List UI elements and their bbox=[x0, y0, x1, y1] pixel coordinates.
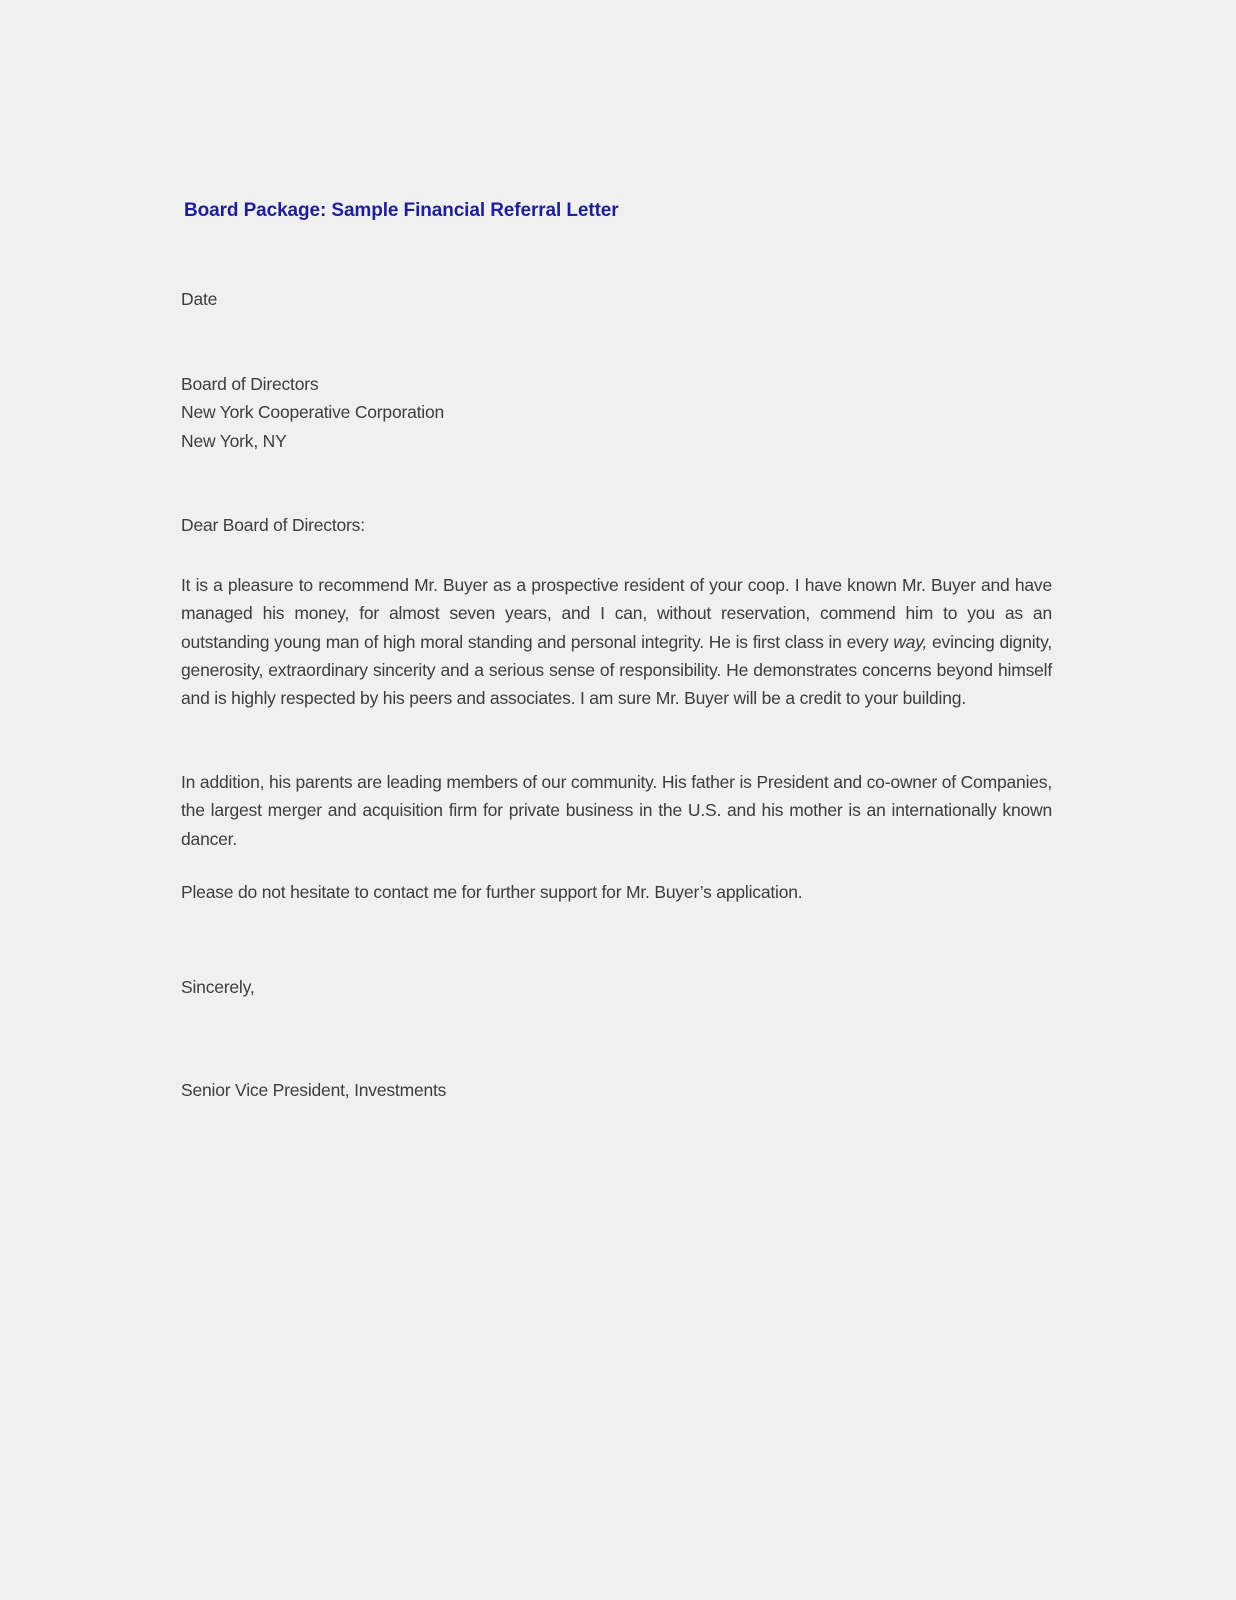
recipient-address bbox=[181, 370, 1052, 455]
paragraph-1-text-end: evincing dignity, generosity, extraordinary sincerity and a serious sense of responsibility. He demonstrates concerns beyond himself and is highly respected by his peers and associates. I am sure Mr. Buyer will be a credit to your building. bbox=[181, 631, 1053, 709]
recipient-line-3: New York, NY bbox=[181, 430, 287, 451]
salutation: Dear Board of Directors: bbox=[181, 515, 365, 535]
closing: Sincerely, bbox=[181, 977, 255, 997]
paragraph-1-text-start: It is a pleasure to recommend Mr. Buyer as a prospective resident of your coop. I have known Mr. Buyer and have managed his money, for almost seven years, and I can, without reservation, commend him to you as an outstanding young man of high moral standing and personal integrity. He is first class in every bbox=[181, 575, 1052, 652]
date-line: Date bbox=[181, 289, 218, 309]
letter-title: Board Package: Sample Financial Referral Letter bbox=[184, 200, 619, 221]
recipient-line-1: Board of Directors bbox=[181, 374, 319, 394]
body-paragraph-3: Please do not hesitate to contact me for further support for Mr. Buyer’s application. bbox=[181, 882, 803, 902]
body-paragraph-1 bbox=[181, 571, 1052, 712]
signature-title-line: Senior Vice President, Investments bbox=[181, 1080, 447, 1100]
body-paragraph-2: In addition, his parents are leading members of our community. His father is President and co-owner of Companies, the largest merger and acquisition firm for private business in the U.S. and his mother is an internationally known dancer. bbox=[181, 772, 1052, 849]
paragraph-1-italic-word: way, bbox=[893, 631, 928, 652]
recipient-line-2: New York Cooperative Corporation bbox=[181, 402, 445, 423]
